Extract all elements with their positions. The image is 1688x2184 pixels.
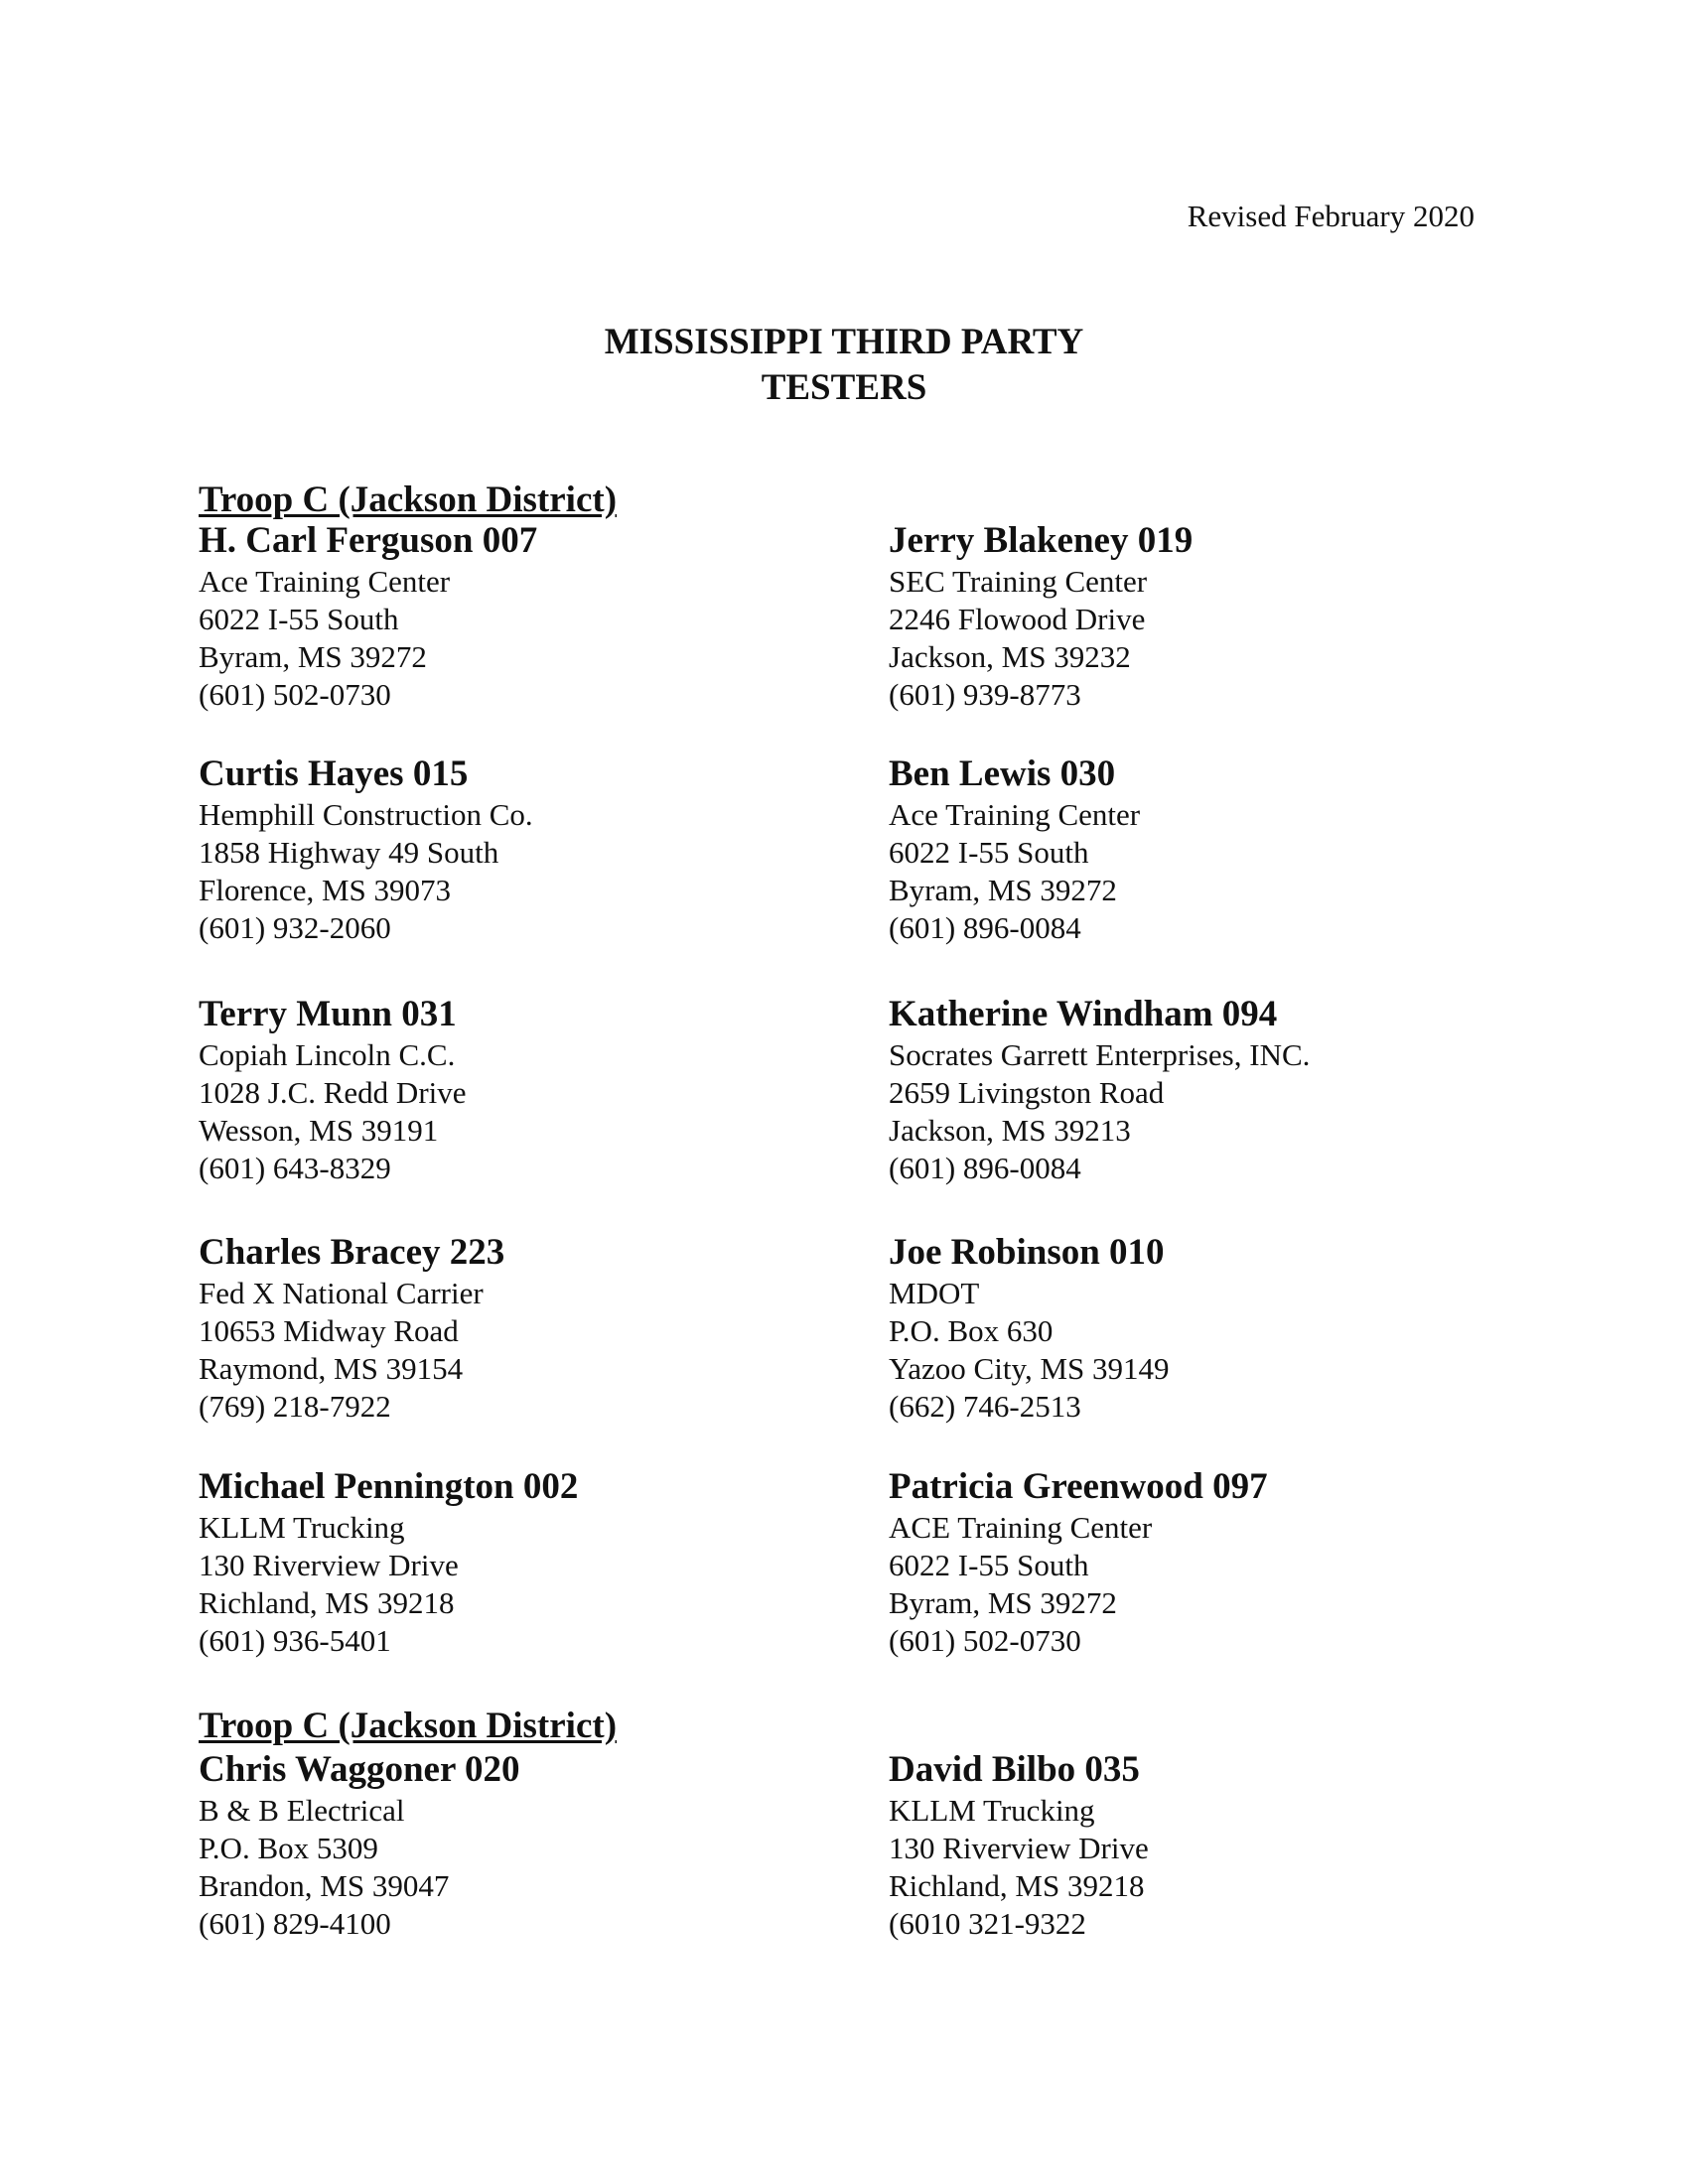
tester-name: Charles Bracey 223	[199, 1232, 505, 1273]
tester-street: 6022 I-55 South	[889, 835, 1089, 870]
tester-organization: KLLM Trucking	[199, 1510, 405, 1545]
tester-street: P.O. Box 5309	[199, 1831, 378, 1865]
tester-name: Chris Waggoner 020	[199, 1749, 520, 1790]
tester-entry	[199, 1465, 834, 1660]
tester-organization: B & B Electrical	[199, 1793, 405, 1828]
tester-city: Jackson, MS 39213	[889, 1113, 1131, 1148]
tester-street: 2659 Livingston Road	[889, 1075, 1165, 1110]
tester-city: Jackson, MS 39232	[889, 639, 1131, 674]
page-title-line-1: MISSISSIPPI THIRD PARTY	[604, 322, 1084, 362]
tester-phone: (601) 932-2060	[199, 910, 391, 945]
section-heading: Troop C (Jackson District)	[199, 479, 618, 520]
tester-entry	[199, 1231, 834, 1426]
tester-street: 130 Riverview Drive	[889, 1831, 1149, 1865]
tester-phone: (601) 896-0084	[889, 910, 1081, 945]
tester-phone: (601) 829-4100	[199, 1906, 391, 1941]
tester-city: Raymond, MS 39154	[199, 1351, 464, 1386]
tester-name: Joe Robinson 010	[889, 1232, 1165, 1273]
tester-phone: (601) 896-0084	[889, 1151, 1081, 1185]
tester-name: Katherine Windham 094	[889, 994, 1278, 1034]
section-heading: Troop C (Jackson District)	[199, 1706, 618, 1746]
tester-street: 6022 I-55 South	[199, 602, 399, 636]
tester-organization: KLLM Trucking	[889, 1793, 1095, 1828]
tester-organization: Fed X National Carrier	[199, 1276, 484, 1310]
tester-street: 130 Riverview Drive	[199, 1548, 459, 1582]
tester-organization: Ace Training Center	[199, 564, 451, 599]
tester-phone: (601) 643-8329	[199, 1151, 391, 1185]
tester-name: David Bilbo 035	[889, 1749, 1140, 1790]
tester-street: 1028 J.C. Redd Drive	[199, 1075, 467, 1110]
tester-city: Richland, MS 39218	[199, 1585, 455, 1620]
tester-street: P.O. Box 630	[889, 1313, 1054, 1348]
tester-city: Brandon, MS 39047	[199, 1868, 450, 1903]
tester-entry	[889, 993, 1524, 1187]
tester-organization: Ace Training Center	[889, 797, 1141, 832]
tester-entry	[889, 752, 1524, 947]
tester-organization: Hemphill Construction Co.	[199, 797, 533, 832]
tester-entry	[199, 519, 834, 714]
tester-phone: (601) 502-0730	[199, 677, 391, 712]
page-title	[0, 320, 1688, 411]
tester-phone: (662) 746-2513	[889, 1389, 1081, 1424]
tester-city: Yazoo City, MS 39149	[889, 1351, 1170, 1386]
tester-entry	[889, 519, 1524, 714]
tester-name: Ben Lewis 030	[889, 753, 1116, 794]
tester-entry	[889, 1465, 1524, 1660]
tester-name: Jerry Blakeney 019	[889, 520, 1194, 561]
tester-entry	[199, 993, 834, 1187]
tester-phone: (601) 939-8773	[889, 677, 1081, 712]
tester-street: 1858 Highway 49 South	[199, 835, 499, 870]
tester-phone: (601) 936-5401	[199, 1623, 391, 1658]
tester-city: Byram, MS 39272	[889, 873, 1117, 907]
tester-city: Richland, MS 39218	[889, 1868, 1145, 1903]
tester-city: Florence, MS 39073	[199, 873, 452, 907]
tester-city: Byram, MS 39272	[199, 639, 427, 674]
tester-street: 10653 Midway Road	[199, 1313, 459, 1348]
tester-name: Terry Munn 031	[199, 994, 457, 1034]
tester-city: Wesson, MS 39191	[199, 1113, 439, 1148]
tester-entry	[889, 1748, 1524, 1943]
revised-date: Revised February 2020	[1187, 199, 1475, 233]
tester-name: Michael Pennington 002	[199, 1466, 579, 1507]
tester-organization: MDOT	[889, 1276, 980, 1310]
tester-entry	[889, 1231, 1524, 1426]
tester-organization: ACE Training Center	[889, 1510, 1153, 1545]
tester-phone: (601) 502-0730	[889, 1623, 1081, 1658]
tester-street: 2246 Flowood Drive	[889, 602, 1146, 636]
tester-name: Curtis Hayes 015	[199, 753, 469, 794]
tester-organization: Copiah Lincoln C.C.	[199, 1037, 456, 1072]
tester-phone: (6010 321-9322	[889, 1906, 1086, 1941]
tester-organization: Socrates Garrett Enterprises, INC.	[889, 1037, 1311, 1072]
tester-phone: (769) 218-7922	[199, 1389, 391, 1424]
tester-organization: SEC Training Center	[889, 564, 1148, 599]
tester-name: H. Carl Ferguson 007	[199, 520, 538, 561]
page-title-line-2: TESTERS	[761, 367, 927, 408]
tester-name: Patricia Greenwood 097	[889, 1466, 1268, 1507]
tester-street: 6022 I-55 South	[889, 1548, 1089, 1582]
tester-entry	[199, 1748, 834, 1943]
tester-entry	[199, 752, 834, 947]
tester-city: Byram, MS 39272	[889, 1585, 1117, 1620]
